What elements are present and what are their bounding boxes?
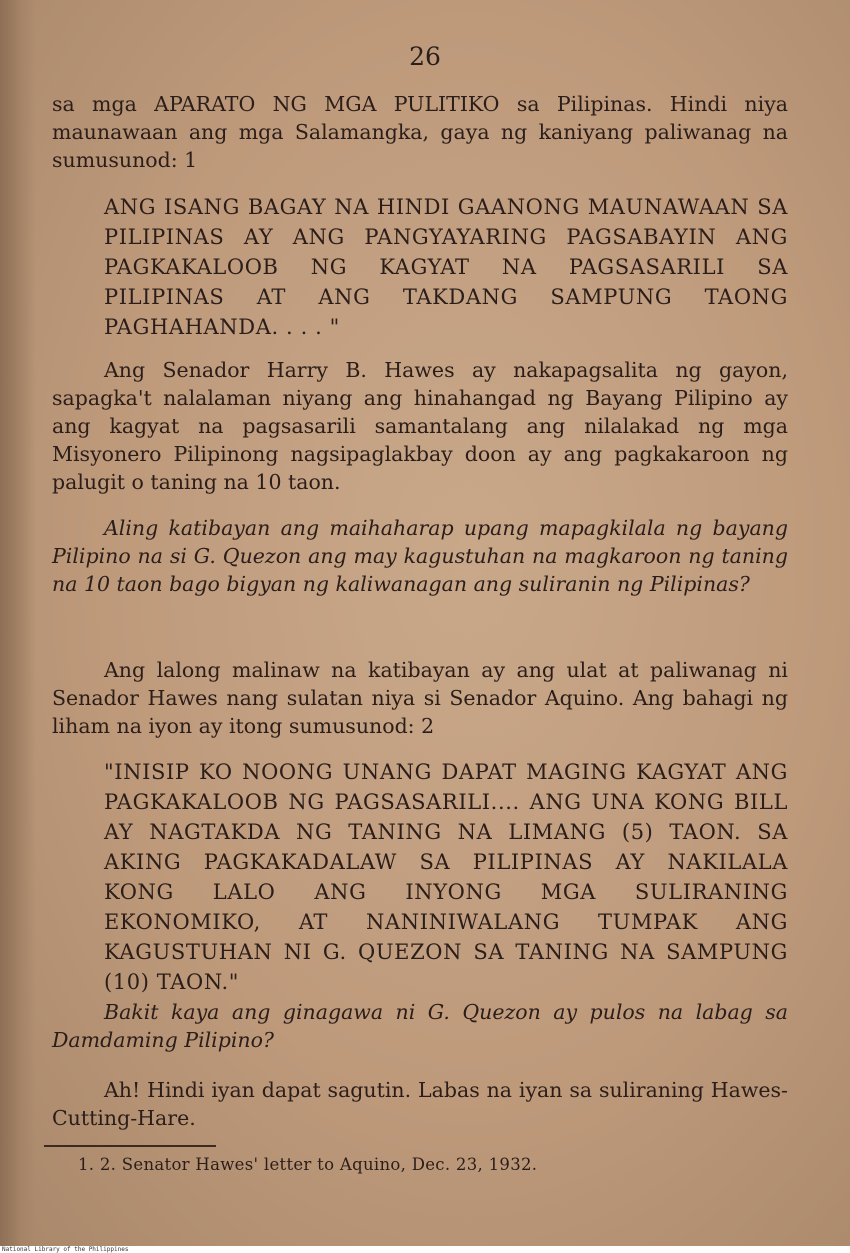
block-quote-inisip: "INISIP KO NOONG UNANG DAPAT MAGING KAGYAT ANG PAGKAKALOOB NG PAGSASARILI.... ANG UNA KONG BILL AY NAGTAKDA NG TANING NA LIMANG (5) TAON. SA AKING PAGKAKADALAW SA PILIPINAS AY NAKILALA KONG LALO ANG INYONG MGA SULIRANING EKONOMIKO, AT NANINIWALANG TUMPAK ANG KAGUSTUHAN NI G. QUEZON SA TANING NA SAMPUNG (10) TAON.": [104, 760, 788, 994]
paragraph-bakit-question: Bakit kaya ang ginagawa ni G. Quezon ay pulos na labag sa Damdaming Pilipino?: [52, 1000, 788, 1052]
paragraph-ah: Ah! Hindi iyan dapat sagutin. Labas na iyan sa suliraning Hawes-Cutting-Hare.: [52, 1078, 788, 1130]
paragraph-aparato: sa mga APARATO NG MGA PULITIKO sa Pilipinas. Hindi niya maunawaan ang mga Salamangka, gaya ng kaniyang paliwanag na sumusunod: 1: [52, 92, 788, 172]
footnote-rule: [44, 1145, 216, 1147]
paragraph-ulat: Ang lalong malinaw na katibayan ay ang ulat at paliwanag ni Senador Hawes nang sulatan niya si Senador Aquino. Ang bahagi ng liham na iyon ay itong sumusunod: 2: [52, 658, 788, 738]
library-credit: National Library of the Philippines: [0, 1246, 850, 1253]
block-quote-bagay: ANG ISANG BAGAY NA HINDI GAANONG MAUNAWAAN SA PILIPINAS AY ANG PANGYAYARING PAGSABAYIN ANG PAGKAKALOOB NG KAGYAT NA PAGSASARILI SA PILIPINAS AT ANG TAKDANG SAMPUNG TAONG PAGHAHANDA. . . . ": [104, 195, 788, 339]
page-number: 26: [409, 42, 441, 71]
footnote: 1. 2. Senator Hawes' letter to Aquino, Dec. 23, 1932.: [78, 1155, 538, 1174]
paragraph-katibayan-question: Aling katibayan ang maihaharap upang mapagkilala ng bayang Pilipino na si G. Quezon ang may kagustuhan na magkaroon ng taning na 10 taon bago bigyan ng kaliwanagan ang suliranin ng Pilipinas?: [52, 516, 788, 596]
paragraph-hawes: Ang Senador Harry B. Hawes ay nakapagsalita ng gayon, sapagka't nalalaman niyang ang hinahangad ng Bayang Pilipino ay ang kagyat na pagsasarili samantalang ang nilalakad ng mga Misyonero Pilipinong nagsipaglakbay doon ay ang pagkakaroon ng palugit o taning na 10 taon.: [52, 358, 788, 494]
